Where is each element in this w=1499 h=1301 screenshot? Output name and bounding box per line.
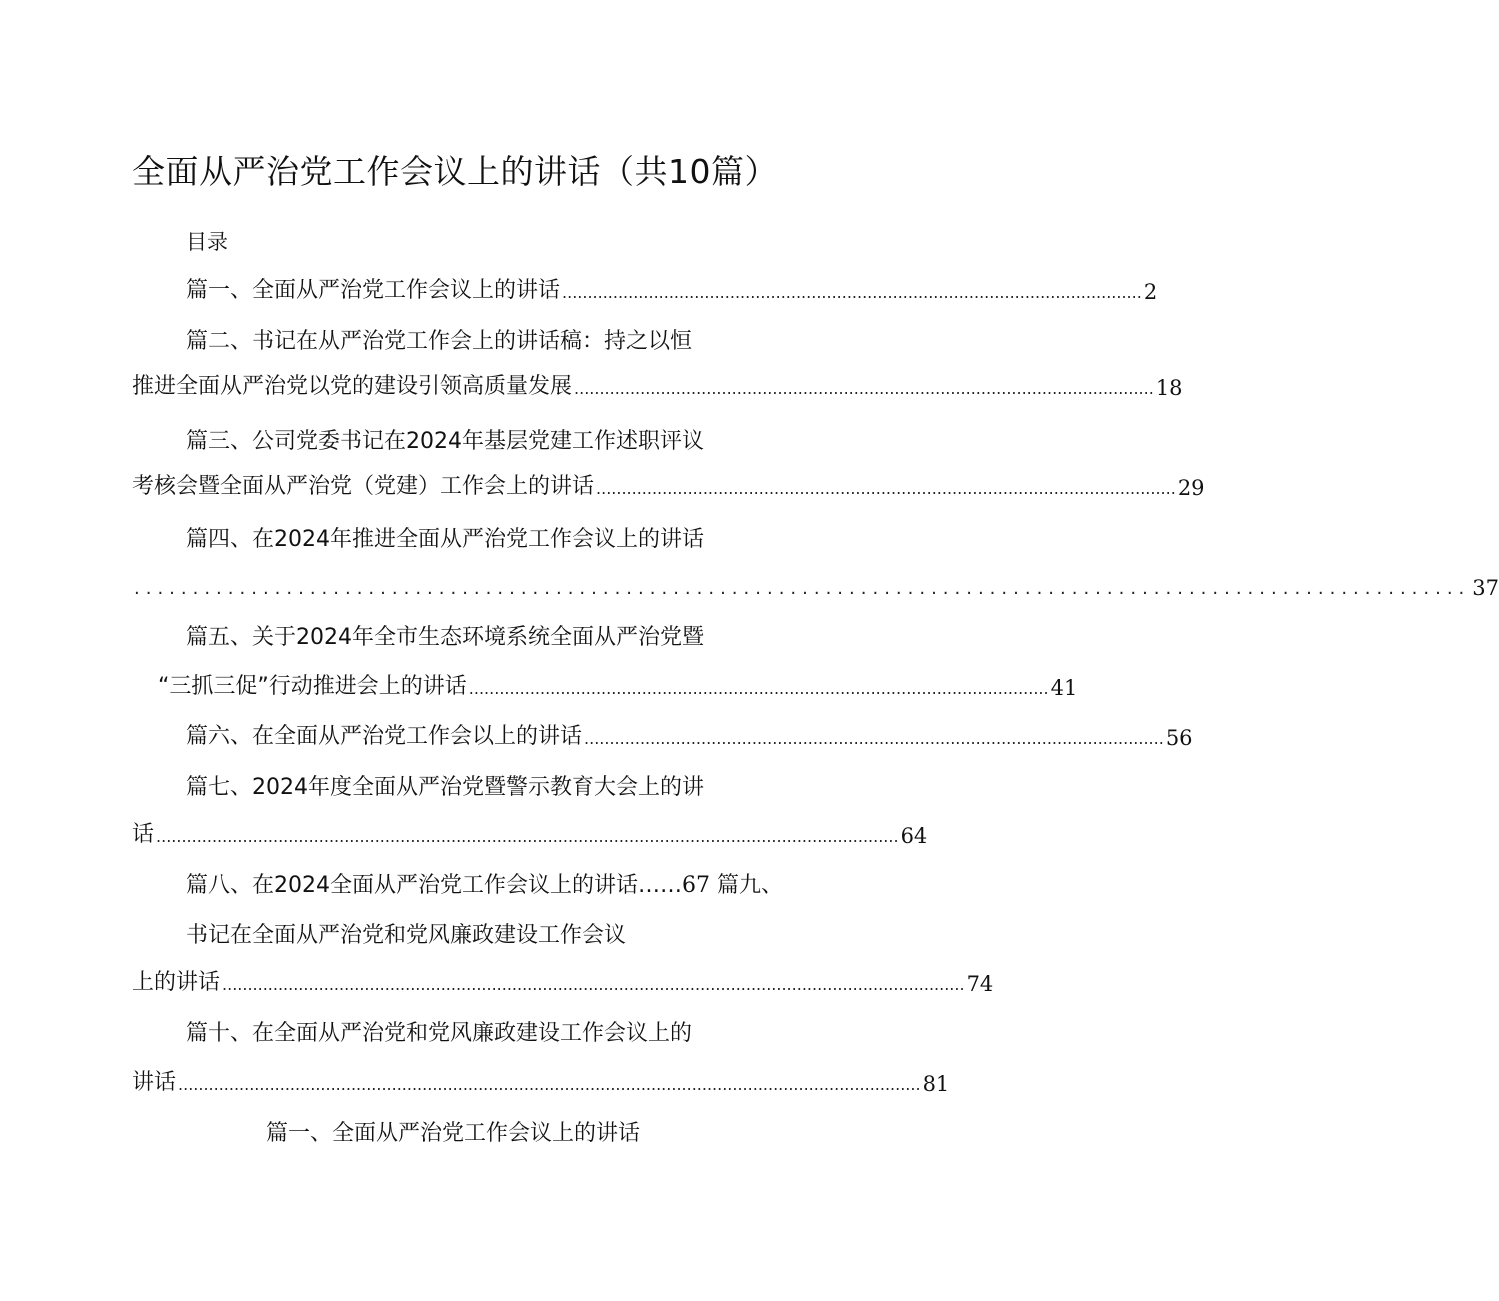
toc-page-number: 18 <box>1155 376 1183 400</box>
toc-entry-4-line1[interactable]: 篇四、在2024年推进全面从严治党工作会议上的讲话 <box>186 527 704 552</box>
toc-entry-1[interactable] <box>186 274 1158 304</box>
toc-entry-text: “三抓三促”行动推进会上的讲话 <box>158 674 467 699</box>
toc-leader-dots: .................................................................................................................. <box>596 479 1176 498</box>
toc-page-number: 29 <box>1177 476 1205 500</box>
toc-page-number: 2 <box>1143 280 1158 304</box>
document-title: 全面从严治党工作会议上的讲话（共10篇） <box>132 152 778 191</box>
toc-page-number: 81 <box>922 1072 950 1096</box>
toc-entry-3-line2[interactable] <box>132 470 1205 500</box>
toc-entry-text: 上的讲话 <box>132 970 221 995</box>
toc-leader-dots: .................................................................................................................................................. <box>178 1075 921 1094</box>
toc-page-number: 37 <box>1472 576 1499 600</box>
toc-leader-dots: …… <box>638 873 682 898</box>
toc-entry-4-line2[interactable] <box>132 570 1499 600</box>
toc-entry-5-line1[interactable]: 篇五、关于2024年全市生态环境系统全面从严治党暨 <box>186 625 704 650</box>
toc-entry-text: 篇六、在全面从严治党工作会以上的讲话 <box>186 724 583 749</box>
toc-entry-7-line2[interactable] <box>132 818 928 848</box>
toc-entry-text: 推进全面从严治党以党的建设引领高质量发展 <box>132 374 573 399</box>
toc-page-number: 56 <box>1165 726 1193 750</box>
toc-entry-9-prefix: 篇九、 <box>717 873 784 898</box>
toc-entry-text: 篇一、全面从严治党工作会议上的讲话 <box>186 278 561 303</box>
toc-leader-dots: .................................................................................................................. <box>562 283 1142 302</box>
toc-entry-2-line2[interactable] <box>132 370 1183 400</box>
toc-leader-dots: .................................................................................................................. <box>584 729 1164 748</box>
toc-page-number: 64 <box>900 824 928 848</box>
toc-entry-8[interactable] <box>186 868 783 899</box>
toc-entry-text: 讲话 <box>132 1070 177 1095</box>
toc-page-number: 74 <box>966 972 994 996</box>
section-heading: 篇一、全面从严治党工作会议上的讲话 <box>266 1121 641 1146</box>
toc-leader-dots: .................................................................................................................. <box>134 578 1471 599</box>
toc-heading: 目录 <box>186 230 228 254</box>
toc-entry-9-line2[interactable] <box>132 966 994 996</box>
toc-leader-dots: .................................................................................................................................................. <box>156 827 899 846</box>
toc-entry-7-line1[interactable]: 篇七、2024年度全面从严治党暨警示教育大会上的讲 <box>186 775 704 800</box>
toc-entry-text: 话 <box>132 822 155 847</box>
toc-entry-2-line1[interactable]: 篇二、书记在从严治党工作会上的讲话稿：持之以恒 <box>186 329 693 354</box>
toc-entry-6[interactable] <box>186 720 1193 750</box>
toc-leader-dots: .................................................................................................................................................. <box>222 975 965 994</box>
toc-leader-dots: .................................................................................................................. <box>468 679 1049 698</box>
toc-leader-dots: .................................................................................................................. <box>574 379 1154 398</box>
toc-entry-10-line2[interactable] <box>132 1066 950 1096</box>
toc-entry-3-line1[interactable]: 篇三、公司党委书记在2024年基层党建工作述职评议 <box>186 429 704 454</box>
toc-entry-text: 篇八、在2024全面从严治党工作会议上的讲话 <box>186 873 638 898</box>
toc-entry-10-line1[interactable]: 篇十、在全面从严治党和党风廉政建设工作会议上的 <box>186 1021 693 1046</box>
toc-page-number: 67 <box>682 873 710 898</box>
toc-entry-text: 考核会暨全面从严治党（党建）工作会上的讲话 <box>132 474 595 499</box>
toc-entry-5-line2[interactable] <box>158 670 1078 700</box>
toc-entry-9-line1[interactable]: 书记在全面从严治党和党风廉政建设工作会议 <box>186 923 627 948</box>
toc-page-number: 41 <box>1050 676 1078 700</box>
